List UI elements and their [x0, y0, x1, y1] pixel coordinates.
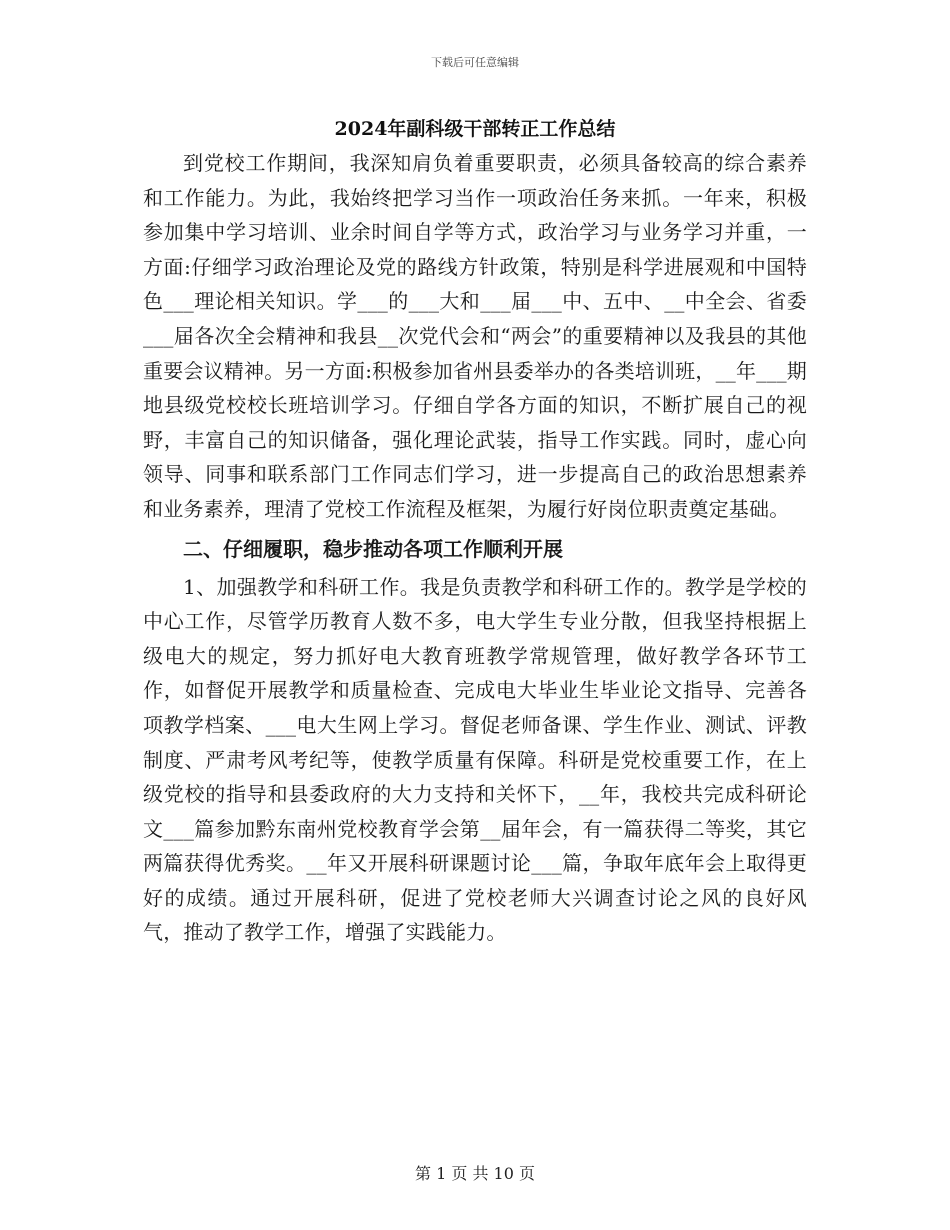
document-body [143, 146, 807, 950]
document-title: 2024年副科级干部转正工作总结 [334, 118, 616, 140]
section-heading: 二、仔细履职，稳步推动各项工作顺利开展 [183, 536, 563, 561]
section-paragraph: 1、加强教学和科研工作。我是负责教学和科研工作的。教学是学校的中心工作，尽管学历教育人数不多，电大学生专业分散，但我坚持根据上级电大的规定，努力抓好电大教育班教学常规管理，做好教学各环节工作，如督促开展教学和质量检查、完成电大毕业生毕业论文指导、完善各项教学档案、___电大生网上学习。督促老师备课、学生作业、测试、评教制度、严肃考风考纪等，使教学质量有保障。科研是党校重要工作，在上级党校的指导和县委政府的大力支持和关怀下，__年，我校共完成科研论文___篇参加黔东南州党校教育学会第__届年会，有一篇获得二等奖，其它两篇获得优秀奖。__年又开展科研课题讨论___篇，争取年底年会上取得更好的成绩。通过开展科研，促进了党校老师大兴调查讨论之风的良好风气，推动了教学工作，增强了实践能力。 [143, 574, 807, 945]
header-note: 下载后可任意编辑 [431, 56, 519, 69]
page-footer: 第 1 页 共 10 页 [415, 1164, 535, 1183]
intro-paragraph: 到党校工作期间，我深知肩负着重要职责，必须具备较高的综合素养和工作能力。为此，我始终把学习当作一项政治任务来抓。一年来，积极参加集中学习培训、业余时间自学等方式，政治学习与业务学习并重，一方面:仔细学习政治理论及党的路线方针政策，特别是科学进展观和中国特色___理论相关知识。学___的___大和___届___中、五中、__中全会、省委___届各次全会精神和我县__次党代会和“两会”的重要精神以及我县的其他重要会议精神。另一方面:积极参加省州县委举办的各类培训班，__年___期地县级党校校长班培训学习。仔细自学各方面的知识，不断扩展自己的视野，丰富自己的知识储备，强化理论武装，指导工作实践。同时，虚心向领导、同事和联系部门工作同志们学习，进一步提高自己的政治思想素养和业务素养，理清了党校工作流程及框架，为履行好岗位职责奠定基础。 [143, 151, 807, 521]
